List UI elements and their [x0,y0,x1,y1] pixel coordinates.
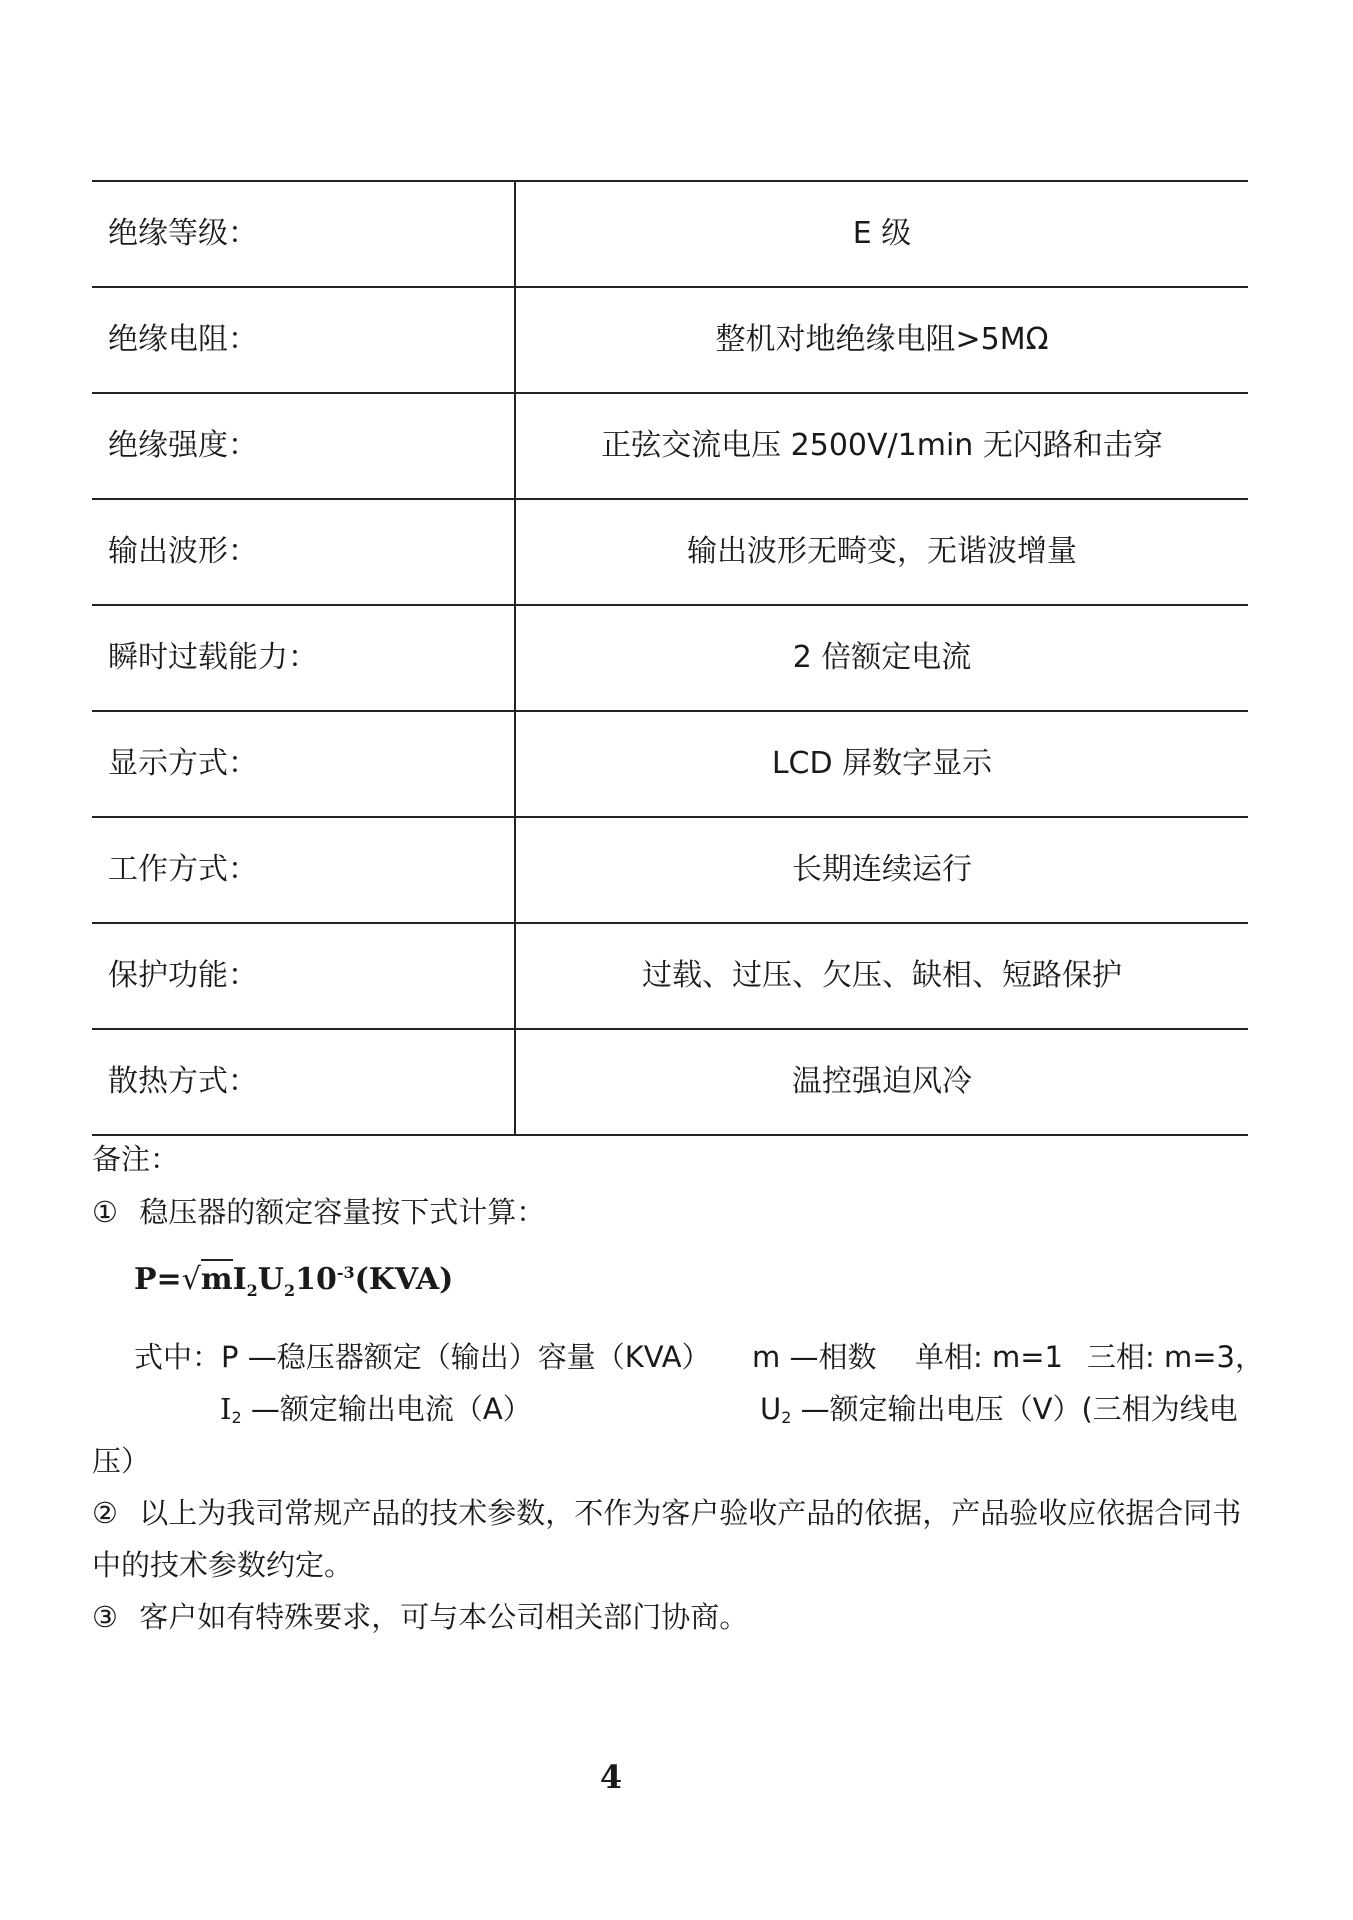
spec-value: 整机对地绝缘电阻>5MΩ [515,287,1248,393]
table-row [92,393,1248,499]
circled-number-2: ② [92,1496,118,1530]
spec-label: 输出波形： [92,499,515,605]
spec-value: 正弦交流电压 2500V/1min 无闪路和击穿 [515,393,1248,499]
legend-current-subscript: 2 [231,1408,242,1427]
formula-current-symbol: I [232,1262,247,1297]
legend-voltage-text: —额定输出电压（V）(三相为线电 [791,1392,1238,1426]
formula-voltage-subscript: 2 [283,1281,296,1300]
table-row [92,923,1248,1029]
spec-label: 显示方式： [92,711,515,817]
spec-value: E 级 [515,181,1248,287]
spec-label: 保护功能： [92,923,515,1029]
legend-current-symbol: I [220,1392,232,1426]
note-text: 客户如有特殊要求，可与本公司相关部门协商。 [139,1600,749,1634]
formula-voltage-symbol: U [257,1262,284,1297]
legend-m-definition: m —相数 [752,1340,877,1374]
table-row [92,817,1248,923]
formula-legend-line-1 [134,1340,711,1375]
legend-voltage-symbol: U [760,1392,782,1426]
spec-value: 2 倍额定电流 [515,605,1248,711]
legend-u-definition [760,1392,1238,1427]
formula-base: 10 [295,1262,337,1297]
spec-value: 温控强迫风冷 [515,1029,1248,1135]
note-item-1 [92,1195,545,1230]
table-row [92,711,1248,817]
page-number: 4 [599,1758,623,1796]
spec-label: 绝缘电阻： [92,287,515,393]
legend-u-definition-cont: 压） [92,1444,151,1478]
legend-single-phase: 单相: m=1 [915,1340,1063,1374]
formula-exponent: -3 [336,1263,355,1282]
legend-i-definition [220,1392,532,1427]
legend-voltage-subscript: 2 [781,1408,792,1427]
note-item-3 [92,1600,748,1635]
table-row [92,499,1248,605]
note-item-2 [92,1496,1241,1531]
table-row [92,181,1248,287]
note-item-2-cont: 中的技术参数约定。 [92,1548,354,1582]
spec-label: 散热方式： [92,1029,515,1135]
spec-value: 输出波形无畸变，无谐波增量 [515,499,1248,605]
notes-heading: 备注： [92,1142,180,1176]
spec-value: 长期连续运行 [515,817,1248,923]
formula-unit: (KVA) [354,1262,454,1297]
spec-label: 工作方式： [92,817,515,923]
spec-label: 绝缘等级： [92,181,515,287]
formula-lhs: P= [134,1262,182,1297]
legend-p-definition: 式中：P —稳压器额定（输出）容量（KVA） [134,1340,711,1374]
table-row [92,1029,1248,1135]
spec-value: LCD 屏数字显示 [515,711,1248,817]
circled-number-1: ① [92,1195,118,1229]
note-text: 以上为我司常规产品的技术参数，不作为客户验收产品的依据，产品验收应依据合同书 [139,1496,1242,1530]
capacity-formula [134,1262,453,1300]
note-text: 稳压器的额定容量按下式计算： [139,1195,546,1229]
square-root-icon: √ [181,1262,201,1297]
formula-current-subscript: 2 [246,1281,258,1300]
circled-number-3: ③ [92,1600,118,1634]
legend-three-phase: 三相: m=3， [1087,1340,1264,1374]
table-row [92,605,1248,711]
spec-label: 绝缘强度： [92,393,515,499]
formula-radicand: m [201,1259,233,1297]
spec-label: 瞬时过载能力： [92,605,515,711]
spec-value: 过载、过压、欠压、缺相、短路保护 [515,923,1248,1029]
table-row [92,287,1248,393]
spec-table [92,180,1248,1136]
legend-current-text: —额定输出电流（A） [241,1392,532,1426]
